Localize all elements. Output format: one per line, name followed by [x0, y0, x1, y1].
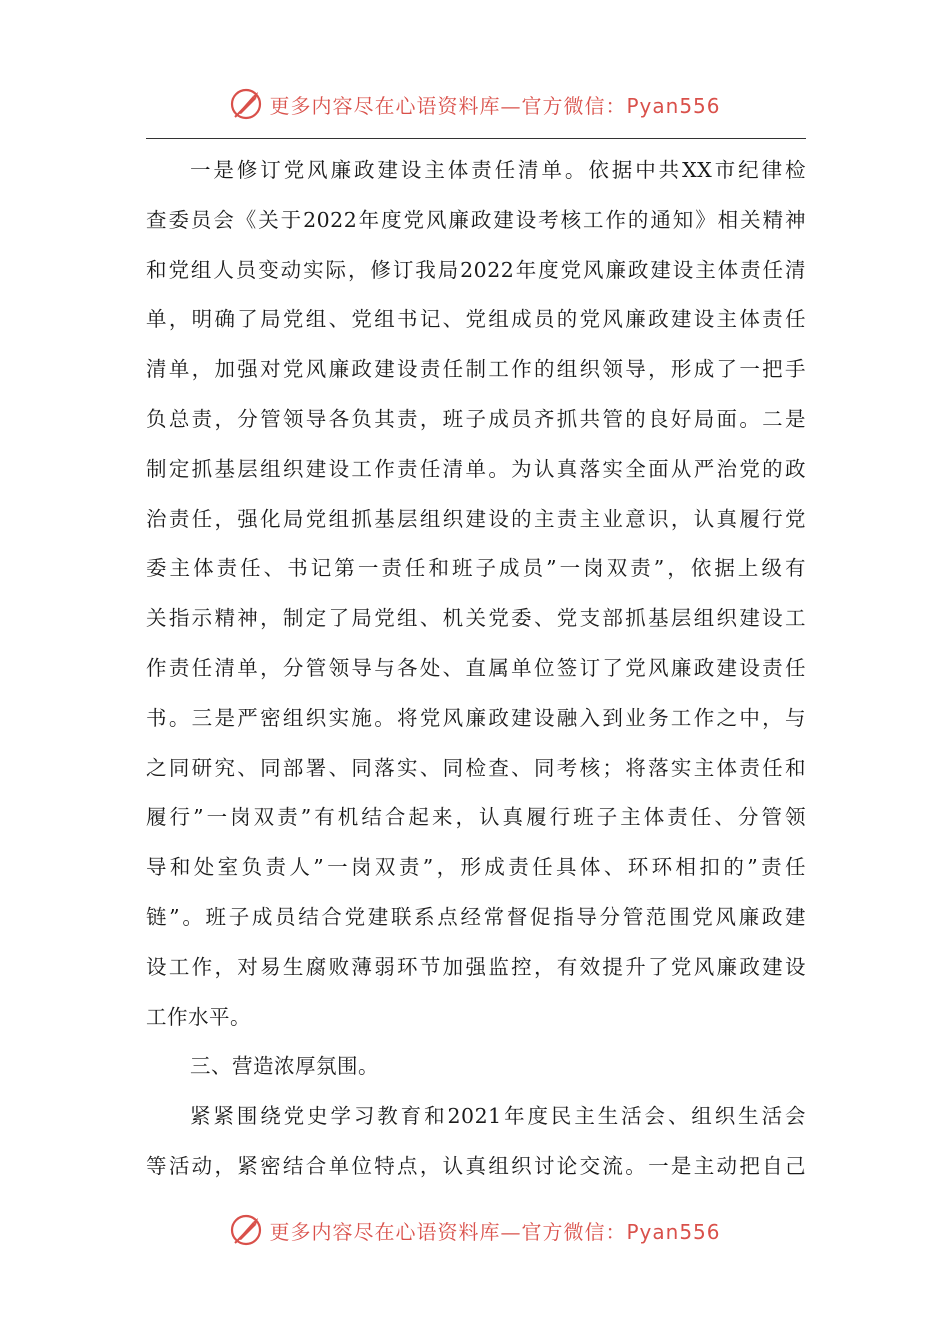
header-watermark-banner [0, 84, 950, 124]
paragraph-line: 委主体责任、书记第一责任和班子成员”一岗双责”，依据上级有 [146, 556, 806, 581]
header-wechat-id: Pyan556 [626, 93, 721, 118]
header-divider [146, 138, 806, 139]
header-watermark-label: 更多内容尽在心语资料库—官方微信： [269, 93, 627, 118]
paragraph-line: 设工作，对易生腐败薄弱环节加强监控，有效提升了党风廉政建设 [146, 954, 806, 979]
footer-wechat-id: Pyan556 [626, 1219, 721, 1244]
quill-pen-logo-icon [229, 1213, 263, 1247]
paragraph-line: 单，明确了局党组、党组书记、党组成员的党风廉政建设主体责任 [146, 307, 806, 332]
document-body [146, 146, 806, 1192]
paragraph-line: 之同研究、同部署、同落实、同检查、同考核；将落实主体责任和 [146, 755, 806, 780]
paragraph-line: 履行”一岗双责”有机结合起来，认真履行班子主体责任、分管领 [146, 805, 806, 830]
paragraph-line: 治责任，强化局党组抓基层组织建设的主责主业意识，认真履行党 [146, 506, 806, 531]
paragraph-line: 链”。班子成员结合党建联系点经常督促指导分管范围党风廉政建 [146, 904, 806, 929]
quill-pen-logo-icon [229, 87, 263, 121]
footer-watermark-text [269, 1216, 720, 1245]
paragraph-line: 导和处室负责人”一岗双责”，形成责任具体、环环相扣的”责任 [146, 855, 806, 880]
paragraph-line: 紧紧围绕党史学习教育和2021年度民主生活会、组织生活会 [190, 1104, 806, 1129]
paragraph-line: 负总责，分管领导各负其责，班子成员齐抓共管的良好局面。二是 [146, 406, 806, 431]
footer-watermark-label: 更多内容尽在心语资料库—官方微信： [269, 1219, 627, 1244]
paragraph-line: 清单，加强对党风廉政建设责任制工作的组织领导，形成了一把手 [146, 357, 806, 382]
paragraph-line: 作责任清单，分管领导与各处、直属单位签订了党风廉政建设责任 [146, 655, 806, 680]
paragraph-line: 书。三是严密组织实施。将党风廉政建设融入到业务工作之中，与 [146, 705, 806, 730]
paragraph-line: 制定抓基层组织建设工作责任清单。为认真落实全面从严治党的政 [146, 456, 806, 481]
footer-watermark-banner [0, 1210, 950, 1250]
paragraph-line: 等活动，紧密结合单位特点，认真组织讨论交流。一是主动把自己 [146, 1153, 806, 1178]
header-watermark-text [269, 90, 720, 119]
paragraph-line: 工作水平。 [146, 1004, 251, 1029]
section-heading: 三、营造浓厚氛围。 [190, 1054, 379, 1079]
paragraph-line: 查委员会《关于2022年度党风廉政建设考核工作的通知》相关精神 [146, 207, 806, 232]
paragraph-line: 一是修订党风廉政建设主体责任清单。依据中共XX市纪律检 [190, 158, 806, 182]
paragraph-line: 和党组人员变动实际，修订我局2022年度党风廉政建设主体责任清 [146, 257, 806, 282]
paragraph-line: 关指示精神，制定了局党组、机关党委、党支部抓基层组织建设工 [146, 606, 806, 631]
